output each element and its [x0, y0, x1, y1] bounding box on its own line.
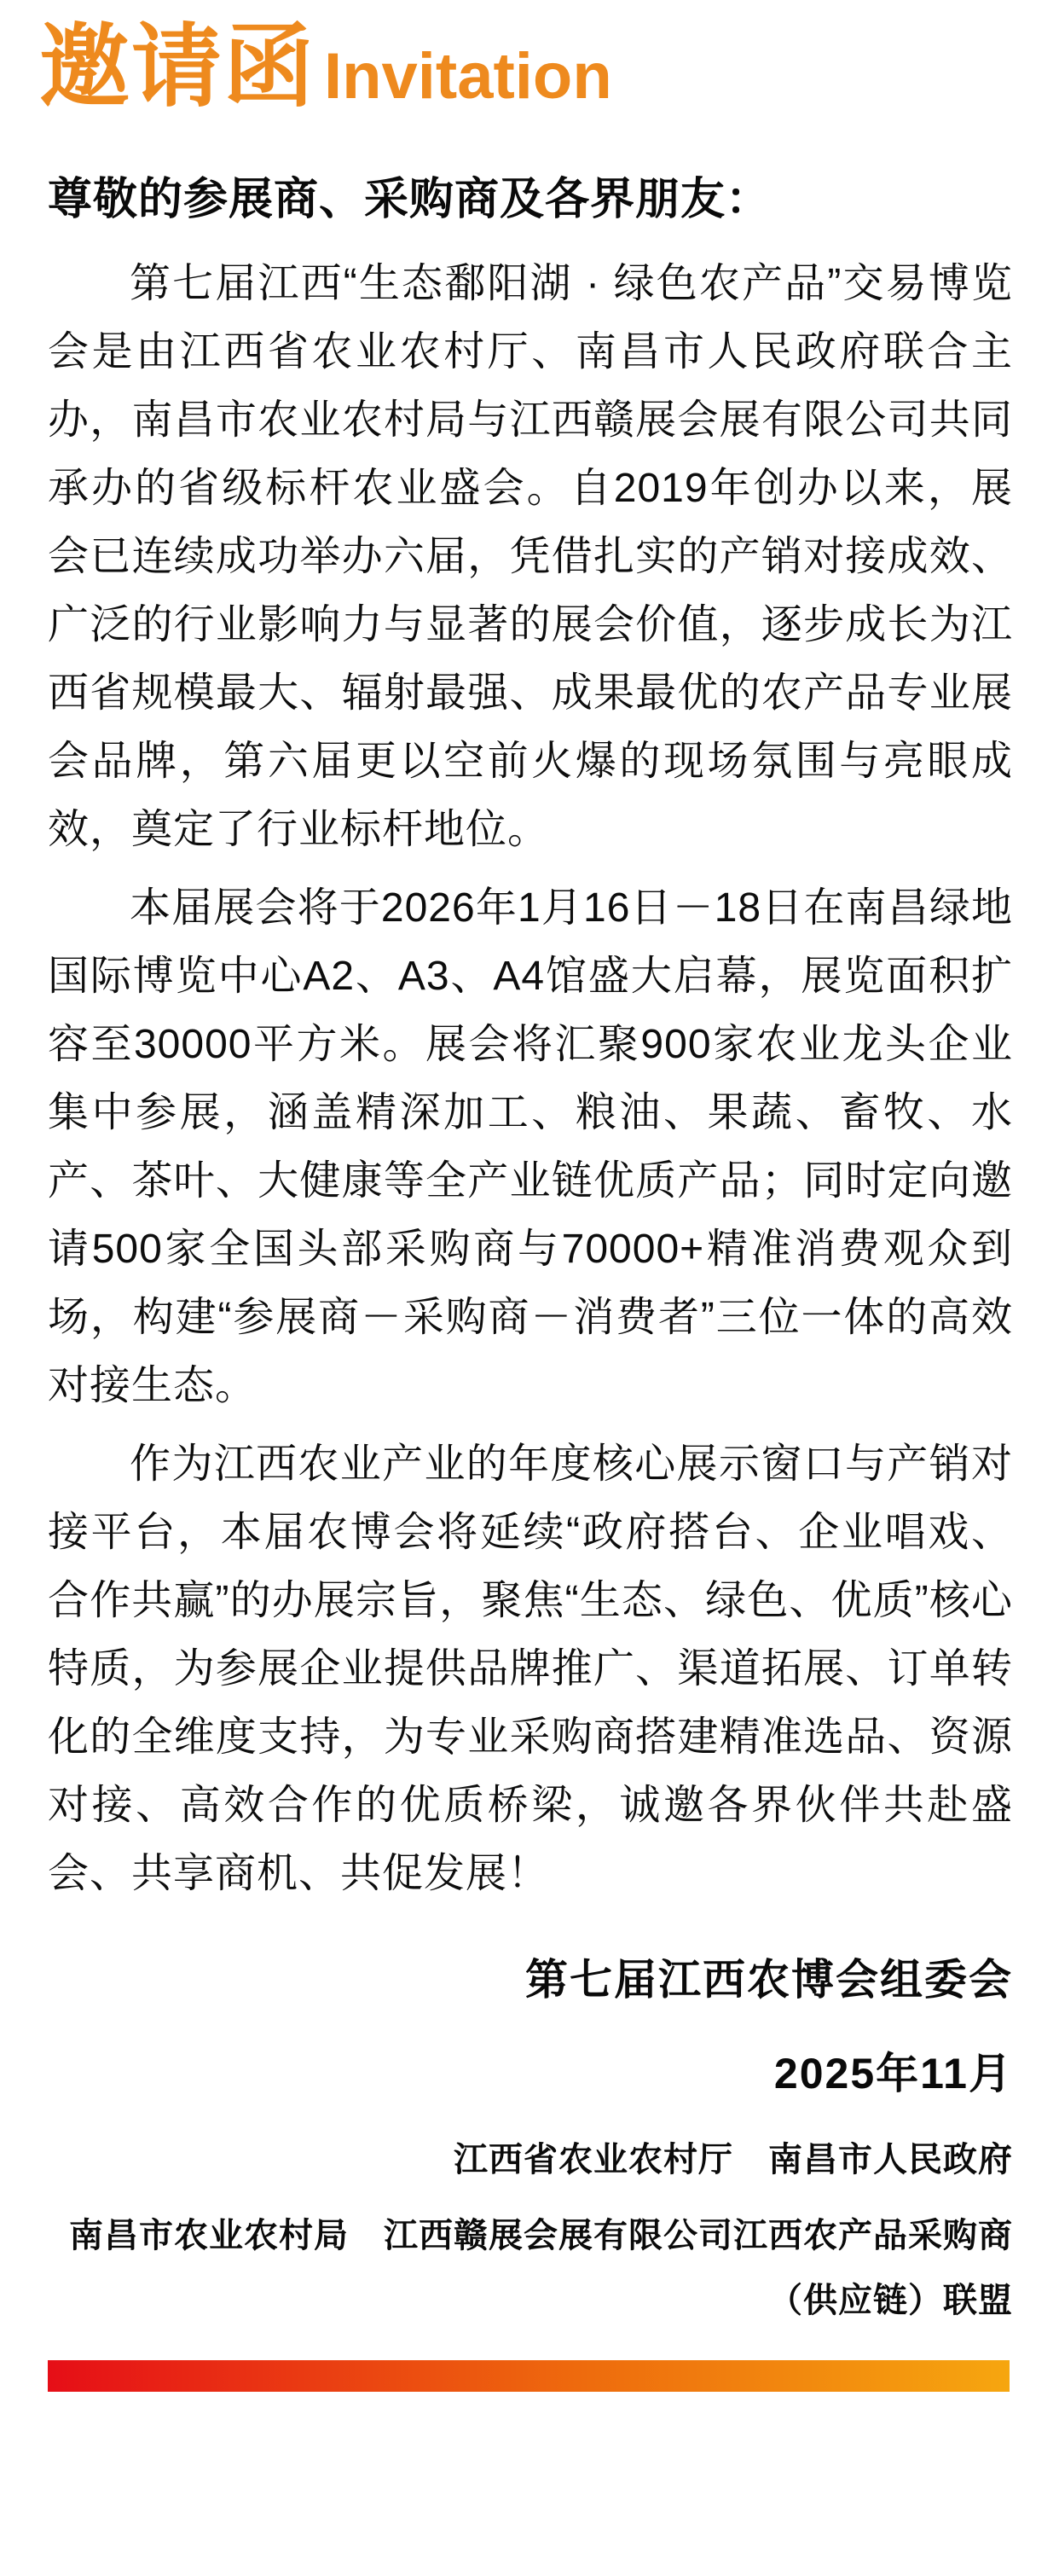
page-title — [39, 14, 1013, 131]
signature-co-organizers: 南昌市农业农村局 江西赣展会展有限公司江西农产品采购商（供应链）联盟 — [69, 2217, 1013, 2319]
signature-organizer: 第七届江西农博会组委会 — [525, 1956, 1013, 2004]
signature-date: 2025年11月 — [773, 2050, 1013, 2097]
paragraph-2: 本届展会将于2026年1月16日－18日在南昌绿地国际博览中心A2、A3、A4馆盛大启幕，展览面积扩容至30000平方米。展会将汇聚900家农业龙头企业集中参展，涵盖精深加工、粮油、果蔬、畜牧、水产、茶叶、大健康等全产业链优质产品；同时定向邀请500家全国头部采购商与70000+精准消费观众到场，构建“参展商－采购商－消费者”三位一体的高效对接生态。 — [48, 885, 1013, 1408]
signature-hosts: 江西省农业农村厅 南昌市人民政府 — [454, 2141, 1013, 2179]
invitation-letter — [0, 14, 1059, 2576]
footer-gradient-bar — [48, 2360, 1010, 2392]
paragraph-1: 第七届江西“生态鄱阳湖 · 绿色农产品”交易博览会是由江西省农业农村厅、南昌市人民政府联合主办，南昌市农业农村局与江西赣展会展有限公司共同承办的省级标杆农业盛会。自2019年创办以来，展会已连续成功举办六届，凭借扎实的产销对接成效、广泛的行业影响力与显著的展会价值，逐步成长为江西省规模最大、辐射最强、成果最优的农产品专业展会品牌，第六届更以空前火爆的现场氛围与亮眼成效，奠定了行业标杆地位。 — [48, 261, 1013, 852]
salutation: 尊敬的参展商、采购商及各界朋友： — [48, 175, 772, 224]
paragraph-3: 作为江西农业产业的年度核心展示窗口与产销对接平台，本届农博会将延续“政府搭台、企业唱戏、合作共赢”的办展宗旨，聚焦“生态、绿色、优质”核心特质，为参展企业提供品牌推广、渠道拓展、订单转化的全维度支持，为专业采购商搭建精准选品、资源对接、高效合作的优质桥梁，诚邀各界伙伴共赴盛会、共享商机、共促发展！ — [48, 1442, 1013, 1896]
title-zh: 邀请函 — [39, 17, 315, 118]
letter-body — [48, 250, 1013, 1908]
title-en: Invitation — [324, 40, 612, 113]
signature-block — [48, 1954, 1013, 2333]
